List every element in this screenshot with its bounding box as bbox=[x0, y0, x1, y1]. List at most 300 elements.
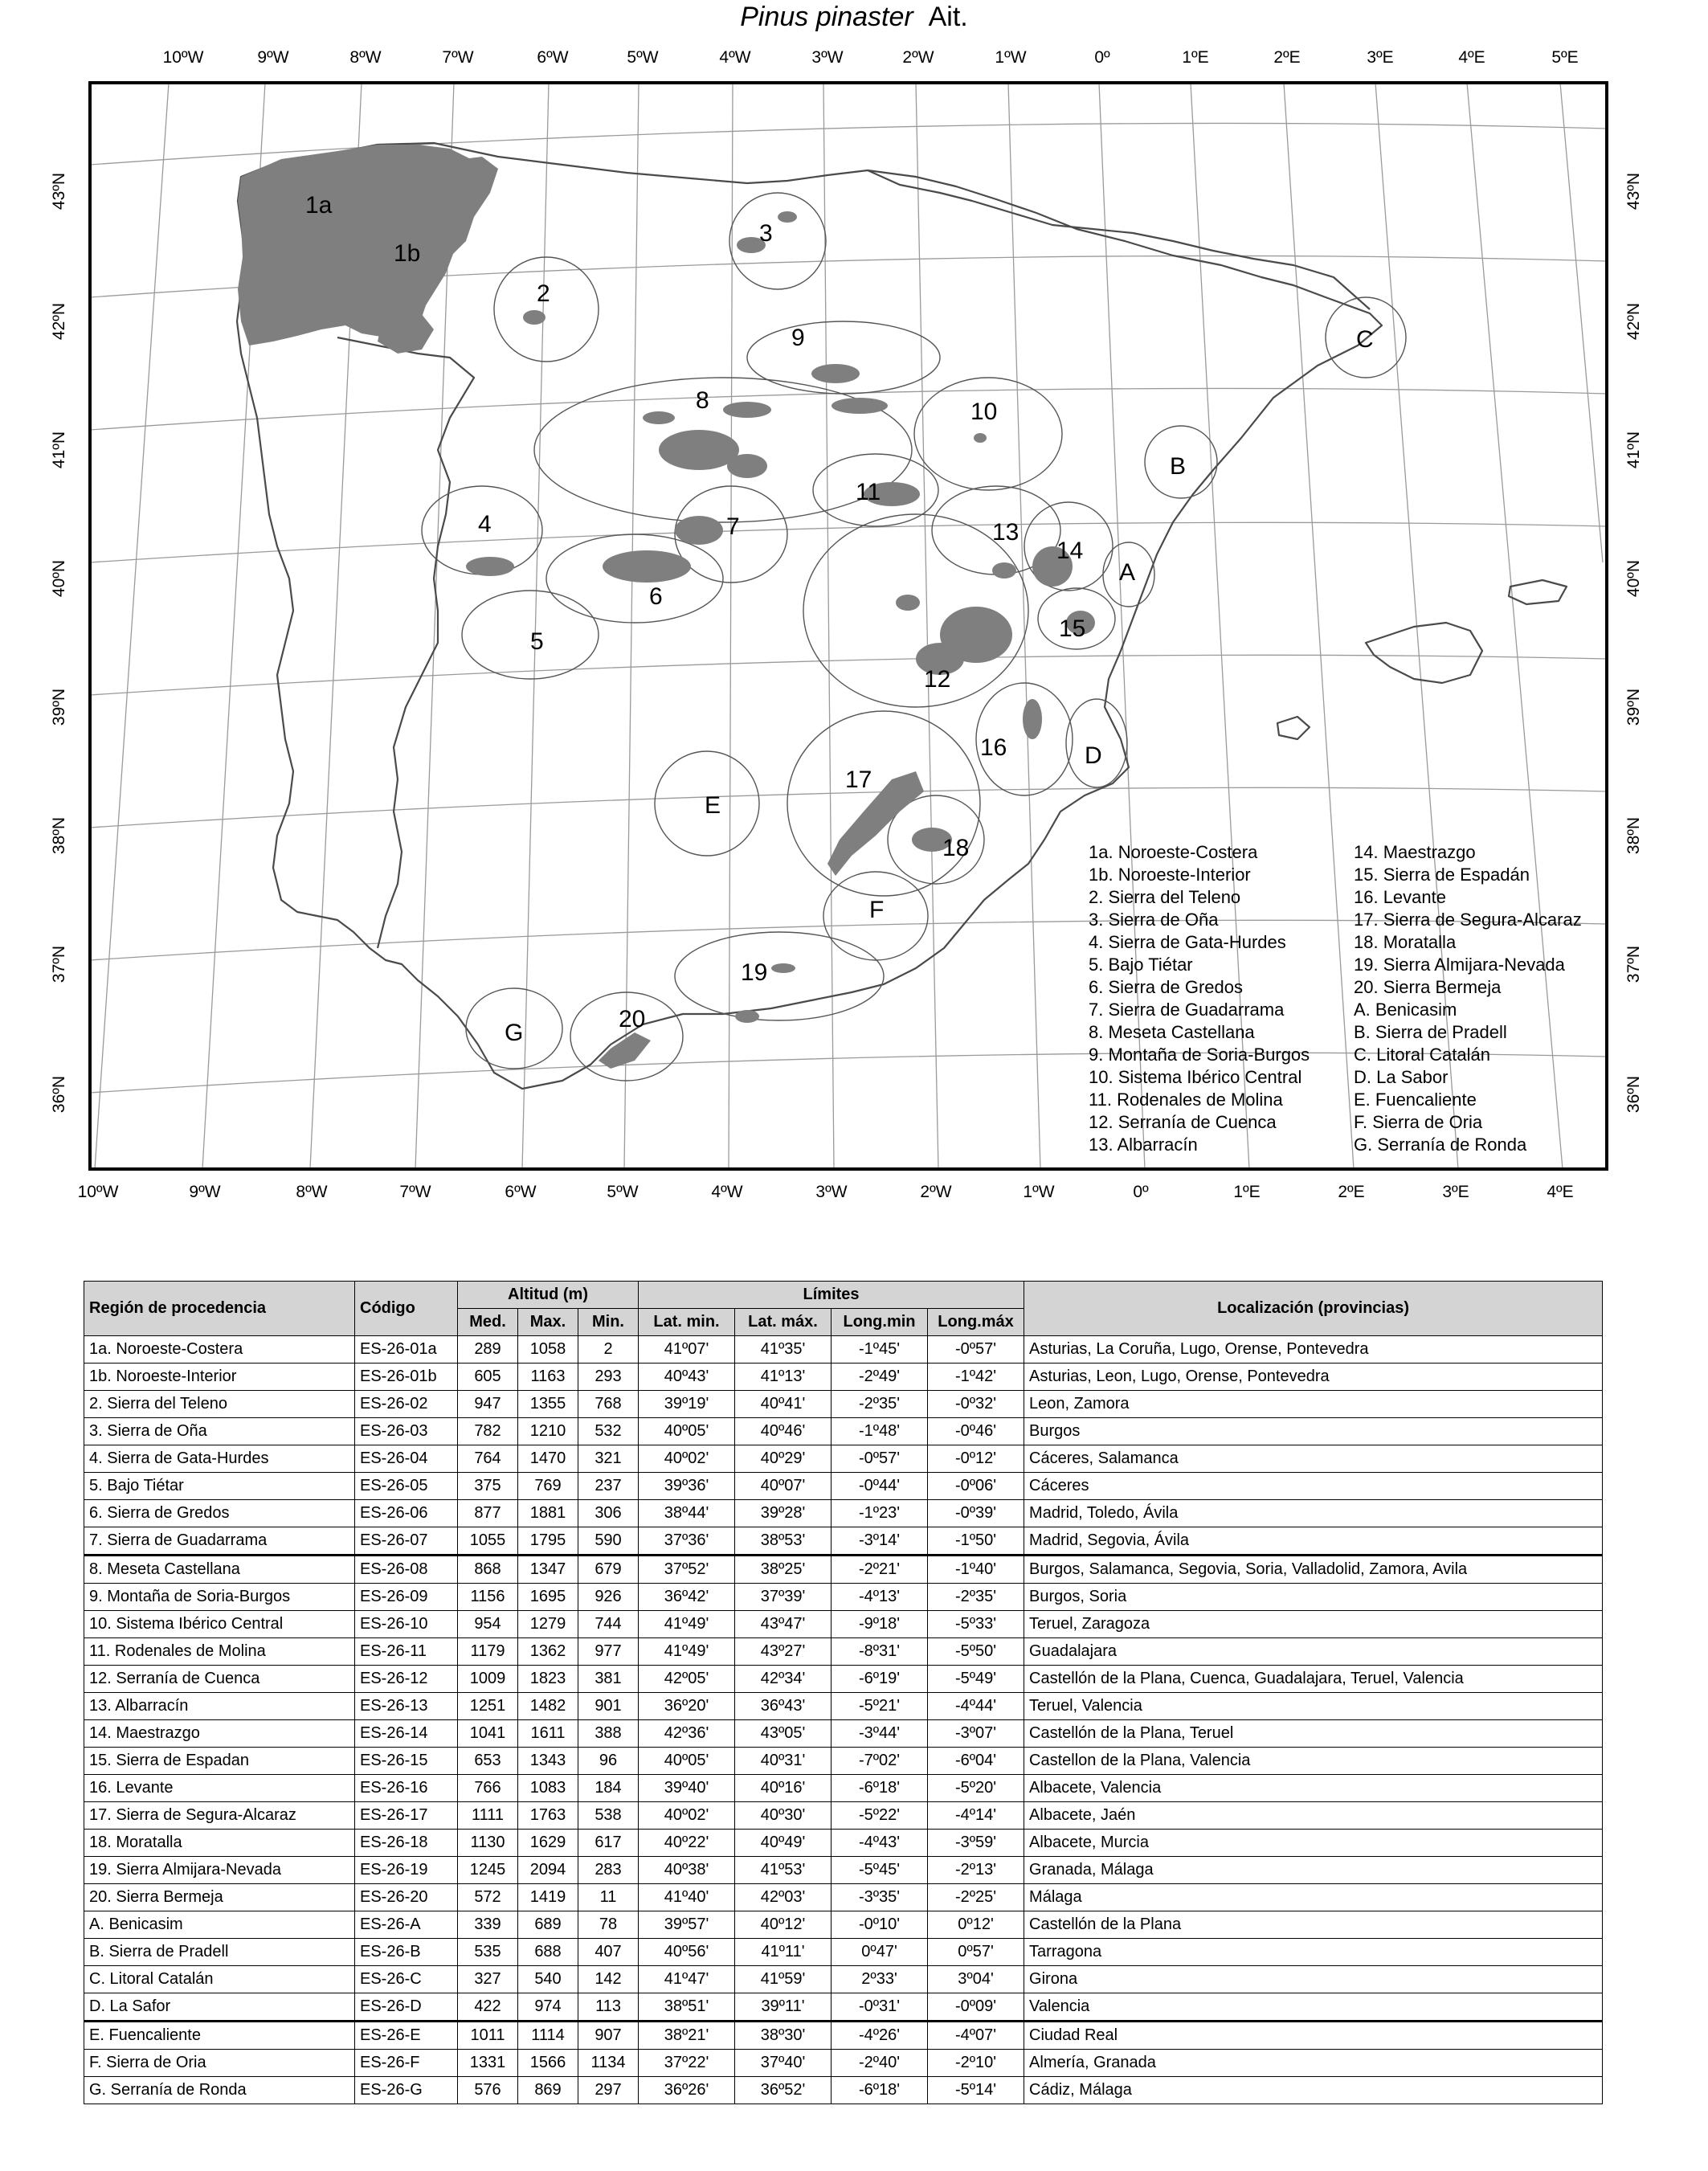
cell-location: Teruel, Valencia bbox=[1024, 1693, 1603, 1720]
cell-alt-min: 1134 bbox=[578, 2050, 639, 2077]
bottom-lon-label: 3ºE bbox=[1442, 1183, 1469, 1201]
cell-long-max: -5º49' bbox=[928, 1666, 1024, 1693]
pine-patch-19a bbox=[771, 963, 795, 973]
cell-lat-max: 43º27' bbox=[735, 1638, 832, 1666]
cell-lat-min: 37º22' bbox=[639, 2050, 735, 2077]
table-row bbox=[84, 1830, 1603, 1857]
cell-long-min: -3º14' bbox=[832, 1527, 928, 1556]
right-lat-label: 38ºN bbox=[1624, 816, 1643, 855]
cell-lat-min: 42º36' bbox=[639, 1720, 735, 1748]
cell-lat-min: 40º05' bbox=[639, 1748, 735, 1775]
cell-alt-min: 768 bbox=[578, 1391, 639, 1418]
cell-code: ES-26-18 bbox=[355, 1830, 458, 1857]
pine-patch-12c bbox=[896, 595, 920, 611]
cell-lat-min: 37º52' bbox=[639, 1556, 735, 1584]
cell-long-max: -5º33' bbox=[928, 1611, 1024, 1638]
bottom-lon-label: 1ºE bbox=[1233, 1183, 1261, 1201]
pine-patch-20 bbox=[599, 1032, 651, 1069]
region-label: 12 bbox=[924, 666, 951, 693]
cell-long-min: -8º31' bbox=[832, 1638, 928, 1666]
cell-alt-med: 576 bbox=[458, 2077, 518, 2104]
cell-alt-max: 1695 bbox=[518, 1584, 578, 1611]
table-row bbox=[84, 1993, 1603, 2022]
cell-alt-min: 184 bbox=[578, 1775, 639, 1802]
cell-location: Albacete, Valencia bbox=[1024, 1775, 1603, 1802]
cell-alt-max: 769 bbox=[518, 1473, 578, 1500]
cell-alt-max: 1114 bbox=[518, 2022, 578, 2050]
pine-patch-10 bbox=[974, 433, 987, 443]
top-lon-label: 1ºE bbox=[1182, 48, 1209, 67]
legend-item: 1b. Noroeste-Interior bbox=[1089, 865, 1251, 885]
cell-region: F. Sierra de Oria bbox=[84, 2050, 355, 2077]
legend-item: 5. Bajo Tiétar bbox=[1089, 955, 1193, 975]
cell-location: Almería, Granada bbox=[1024, 2050, 1603, 2077]
table-row bbox=[84, 1966, 1603, 1993]
legend-item: A. Benicasim bbox=[1354, 1000, 1457, 1020]
table-row bbox=[84, 1611, 1603, 1638]
cell-region: 7. Sierra de Guadarrama bbox=[84, 1527, 355, 1556]
cell-code: ES-26-A bbox=[355, 1911, 458, 1939]
cell-alt-min: 617 bbox=[578, 1830, 639, 1857]
header-med: Med. bbox=[458, 1309, 518, 1336]
table-row bbox=[84, 1584, 1603, 1611]
cell-long-max: -2º35' bbox=[928, 1584, 1024, 1611]
cell-lat-max: 40º46' bbox=[735, 1418, 832, 1445]
cell-location: Leon, Zamora bbox=[1024, 1391, 1603, 1418]
pine-patch-1b-south bbox=[378, 305, 434, 354]
table-row bbox=[84, 1693, 1603, 1720]
cell-long-max: -0º39' bbox=[928, 1500, 1024, 1527]
cell-code: ES-26-17 bbox=[355, 1802, 458, 1830]
region-label: A bbox=[1119, 559, 1136, 586]
cell-long-max: 0º12' bbox=[928, 1911, 1024, 1939]
cell-alt-max: 1058 bbox=[518, 1336, 578, 1364]
legend-item: 9. Montaña de Soria-Burgos bbox=[1089, 1045, 1310, 1065]
cell-long-max: -3º07' bbox=[928, 1720, 1024, 1748]
cell-alt-med: 1111 bbox=[458, 1802, 518, 1830]
cell-alt-min: 538 bbox=[578, 1802, 639, 1830]
cell-alt-max: 540 bbox=[518, 1966, 578, 1993]
cell-location: Ciudad Real bbox=[1024, 2022, 1603, 2050]
cell-lat-min: 39º36' bbox=[639, 1473, 735, 1500]
cell-alt-min: 96 bbox=[578, 1748, 639, 1775]
cell-long-min: -1º23' bbox=[832, 1500, 928, 1527]
cell-lat-min: 40º38' bbox=[639, 1857, 735, 1884]
legend-item: 6. Sierra de Gredos bbox=[1089, 977, 1243, 997]
mallorca bbox=[1366, 623, 1482, 683]
legend-item: 17. Sierra de Segura-Alcaraz bbox=[1354, 910, 1582, 930]
cell-long-min: -2º40' bbox=[832, 2050, 928, 2077]
region-label: B bbox=[1170, 453, 1187, 480]
cell-alt-max: 1823 bbox=[518, 1666, 578, 1693]
cell-alt-med: 1041 bbox=[458, 1720, 518, 1748]
cell-code: ES-26-06 bbox=[355, 1500, 458, 1527]
cell-code: ES-26-B bbox=[355, 1939, 458, 1966]
bottom-lon-label: 6ºW bbox=[505, 1183, 537, 1201]
cell-location: Albacete, Murcia bbox=[1024, 1830, 1603, 1857]
region-label: 19 bbox=[741, 959, 768, 986]
cell-location: Granada, Málaga bbox=[1024, 1857, 1603, 1884]
cell-location: Cáceres, Salamanca bbox=[1024, 1445, 1603, 1473]
top-lon-label: 8ºW bbox=[349, 48, 382, 67]
cell-code: ES-26-13 bbox=[355, 1693, 458, 1720]
cell-lat-min: 36º42' bbox=[639, 1584, 735, 1611]
bottom-lon-label: 10ºW bbox=[77, 1183, 119, 1201]
provenance-regions-table bbox=[84, 1281, 1603, 2104]
region-label: 4 bbox=[478, 511, 492, 538]
left-lat-label: 39ºN bbox=[50, 688, 68, 726]
cell-lat-max: 36º43' bbox=[735, 1693, 832, 1720]
left-latitude-labels bbox=[50, 173, 68, 1113]
bottom-longitude-labels bbox=[78, 1183, 1574, 1201]
table-row bbox=[84, 1911, 1603, 1939]
bottom-lon-label: 2ºE bbox=[1338, 1183, 1365, 1201]
cell-alt-min: 977 bbox=[578, 1638, 639, 1666]
cell-location: Burgos bbox=[1024, 1418, 1603, 1445]
legend-item: G. Serranía de Ronda bbox=[1354, 1135, 1527, 1155]
cell-long-min: -9º18' bbox=[832, 1611, 928, 1638]
cell-alt-min: 590 bbox=[578, 1527, 639, 1556]
cell-long-min: -4º26' bbox=[832, 2022, 928, 2050]
cell-alt-med: 782 bbox=[458, 1418, 518, 1445]
cell-long-max: -0º09' bbox=[928, 1993, 1024, 2022]
cell-region: E. Fuencaliente bbox=[84, 2022, 355, 2050]
cell-code: ES-26-C bbox=[355, 1966, 458, 1993]
cell-alt-max: 1881 bbox=[518, 1500, 578, 1527]
cell-location: Burgos, Soria bbox=[1024, 1584, 1603, 1611]
legend-item: 7. Sierra de Guadarrama bbox=[1089, 1000, 1285, 1020]
left-lat-label: 37ºN bbox=[50, 945, 68, 983]
cell-long-min: -3º35' bbox=[832, 1884, 928, 1911]
region-label: 7 bbox=[726, 513, 740, 540]
cell-lat-max: 40º07' bbox=[735, 1473, 832, 1500]
cell-alt-max: 1629 bbox=[518, 1830, 578, 1857]
cell-code: ES-26-F bbox=[355, 2050, 458, 2077]
cell-location: Castellon de la Plana, Valencia bbox=[1024, 1748, 1603, 1775]
cell-lat-max: 42º34' bbox=[735, 1666, 832, 1693]
right-lat-label: 37ºN bbox=[1624, 945, 1643, 983]
cell-alt-med: 653 bbox=[458, 1748, 518, 1775]
table-row bbox=[84, 1500, 1603, 1527]
cell-alt-max: 1355 bbox=[518, 1391, 578, 1418]
cell-lat-min: 41º49' bbox=[639, 1638, 735, 1666]
table-row bbox=[84, 1527, 1603, 1556]
cell-location: Guadalajara bbox=[1024, 1638, 1603, 1666]
cell-long-max: -5º14' bbox=[928, 2077, 1024, 2104]
cell-location: Castellón de la Plana bbox=[1024, 1911, 1603, 1939]
cell-long-min: -7º02' bbox=[832, 1748, 928, 1775]
header-limits: Límites bbox=[639, 1282, 1024, 1309]
table-row bbox=[84, 1473, 1603, 1500]
table-row bbox=[84, 1666, 1603, 1693]
cell-alt-max: 1611 bbox=[518, 1720, 578, 1748]
region-label: 20 bbox=[619, 1006, 646, 1032]
legend-item: 2. Sierra del Teleno bbox=[1089, 887, 1241, 907]
table-row bbox=[84, 1638, 1603, 1666]
cell-long-max: -6º04' bbox=[928, 1748, 1024, 1775]
cell-region: 15. Sierra de Espadan bbox=[84, 1748, 355, 1775]
cell-lat-min: 40º02' bbox=[639, 1445, 735, 1473]
region-label: 10 bbox=[970, 399, 998, 425]
table-row bbox=[84, 1884, 1603, 1911]
cell-region: 18. Moratalla bbox=[84, 1830, 355, 1857]
table-row bbox=[84, 1445, 1603, 1473]
cell-location: Tarragona bbox=[1024, 1939, 1603, 1966]
cell-lat-min: 40º05' bbox=[639, 1418, 735, 1445]
table-row bbox=[84, 2022, 1603, 2050]
cell-long-max: -4º44' bbox=[928, 1693, 1024, 1720]
legend-item: 3. Sierra de Oña bbox=[1089, 910, 1219, 930]
top-lon-label: 10ºW bbox=[162, 48, 204, 67]
top-lon-label: 3ºW bbox=[811, 48, 844, 67]
cell-lat-max: 43º05' bbox=[735, 1720, 832, 1748]
cell-alt-med: 947 bbox=[458, 1391, 518, 1418]
cell-alt-max: 1482 bbox=[518, 1693, 578, 1720]
species-author: Ait. bbox=[928, 2, 968, 32]
top-lon-label: 4ºW bbox=[719, 48, 751, 67]
legend-item: 16. Levante bbox=[1354, 887, 1446, 907]
cell-long-min: -1º45' bbox=[832, 1336, 928, 1364]
right-lat-label: 40ºN bbox=[1624, 559, 1643, 598]
cell-long-min: -0º31' bbox=[832, 1993, 928, 2022]
cell-region: 2. Sierra del Teleno bbox=[84, 1391, 355, 1418]
header-altitude: Altitud (m) bbox=[458, 1282, 639, 1309]
cell-code: ES-26-02 bbox=[355, 1391, 458, 1418]
left-lat-label: 43ºN bbox=[50, 172, 68, 211]
left-lat-label: 40ºN bbox=[50, 559, 68, 598]
header-lat-max: Lat. máx. bbox=[735, 1309, 832, 1336]
top-lon-label: 0º bbox=[1094, 48, 1110, 67]
cell-alt-min: 2 bbox=[578, 1336, 639, 1364]
cell-lat-max: 38º53' bbox=[735, 1527, 832, 1556]
cell-alt-min: 926 bbox=[578, 1584, 639, 1611]
cell-alt-med: 289 bbox=[458, 1336, 518, 1364]
cell-region: 6. Sierra de Gredos bbox=[84, 1500, 355, 1527]
legend-item: 20. Sierra Bermeja bbox=[1354, 977, 1502, 997]
cell-long-min: -5º22' bbox=[832, 1802, 928, 1830]
region-label: 3 bbox=[759, 220, 773, 247]
right-lat-label: 36ºN bbox=[1624, 1075, 1643, 1114]
cell-alt-max: 1083 bbox=[518, 1775, 578, 1802]
cell-lat-min: 38º21' bbox=[639, 2022, 735, 2050]
cell-alt-med: 572 bbox=[458, 1884, 518, 1911]
region-label: 18 bbox=[942, 835, 970, 861]
cell-code: ES-26-09 bbox=[355, 1584, 458, 1611]
cell-long-max: -0º32' bbox=[928, 1391, 1024, 1418]
region-label: 2 bbox=[537, 280, 550, 307]
cell-lat-min: 40º43' bbox=[639, 1364, 735, 1391]
legend-item: 10. Sistema Ibérico Central bbox=[1089, 1067, 1302, 1087]
cell-code: ES-26-14 bbox=[355, 1720, 458, 1748]
cell-long-max: -1º40' bbox=[928, 1556, 1024, 1584]
cell-long-min: -6º18' bbox=[832, 1775, 928, 1802]
cell-region: 5. Bajo Tiétar bbox=[84, 1473, 355, 1500]
cell-alt-med: 954 bbox=[458, 1611, 518, 1638]
region-label: 17 bbox=[845, 767, 872, 793]
pine-distribution bbox=[238, 145, 1095, 1069]
pine-patch-3b bbox=[778, 211, 797, 223]
header-long-min: Long.min bbox=[832, 1309, 928, 1336]
cell-long-max: -5º20' bbox=[928, 1775, 1024, 1802]
cell-long-min: -3º44' bbox=[832, 1720, 928, 1748]
cell-alt-med: 1179 bbox=[458, 1638, 518, 1666]
table-row bbox=[84, 1939, 1603, 1966]
cell-alt-med: 422 bbox=[458, 1993, 518, 2022]
cell-region: 1a. Noroeste-Costera bbox=[84, 1336, 355, 1364]
cell-lat-max: 40º30' bbox=[735, 1802, 832, 1830]
legend-item: 4. Sierra de Gata-Hurdes bbox=[1089, 932, 1286, 952]
top-lon-label: 6ºW bbox=[537, 48, 569, 67]
region-label: 1b bbox=[394, 240, 421, 267]
pine-patch-9a bbox=[811, 364, 860, 383]
cell-region: 17. Sierra de Segura-Alcaraz bbox=[84, 1802, 355, 1830]
cell-code: ES-26-15 bbox=[355, 1748, 458, 1775]
cell-location: Madrid, Segovia, Ávila bbox=[1024, 1527, 1603, 1556]
legend-item: 1a. Noroeste-Costera bbox=[1089, 842, 1258, 862]
cell-code: ES-26-05 bbox=[355, 1473, 458, 1500]
cell-location: Asturias, Leon, Lugo, Orense, Pontevedra bbox=[1024, 1364, 1603, 1391]
top-longitude-labels bbox=[163, 48, 1579, 67]
bottom-lon-label: 8ºW bbox=[296, 1183, 328, 1201]
cell-alt-med: 868 bbox=[458, 1556, 518, 1584]
cell-lat-min: 41º47' bbox=[639, 1966, 735, 1993]
cell-long-max: -4º07' bbox=[928, 2022, 1024, 2050]
cell-alt-med: 375 bbox=[458, 1473, 518, 1500]
cell-lat-max: 37º40' bbox=[735, 2050, 832, 2077]
cell-alt-max: 1279 bbox=[518, 1611, 578, 1638]
bottom-lon-label: 1ºW bbox=[1023, 1183, 1055, 1201]
legend-item: 18. Moratalla bbox=[1354, 932, 1457, 952]
cell-lat-min: 38º44' bbox=[639, 1500, 735, 1527]
cell-alt-max: 1210 bbox=[518, 1418, 578, 1445]
legend-item: F. Sierra de Oria bbox=[1354, 1112, 1483, 1132]
cell-location: Albacete, Jaén bbox=[1024, 1802, 1603, 1830]
bottom-lon-label: 9ºW bbox=[189, 1183, 221, 1201]
pine-patch-13 bbox=[992, 562, 1016, 579]
table-row bbox=[84, 1775, 1603, 1802]
cell-region: A. Benicasim bbox=[84, 1911, 355, 1939]
cell-lat-max: 38º25' bbox=[735, 1556, 832, 1584]
cell-long-max: 3º04' bbox=[928, 1966, 1024, 1993]
cell-lat-max: 41º35' bbox=[735, 1336, 832, 1364]
menorca bbox=[1509, 580, 1567, 604]
legend-left-column bbox=[1089, 842, 1310, 1155]
cell-long-min: -0º57' bbox=[832, 1445, 928, 1473]
cell-lat-min: 39º19' bbox=[639, 1391, 735, 1418]
cell-code: ES-26-07 bbox=[355, 1527, 458, 1556]
cell-long-max: -1º50' bbox=[928, 1527, 1024, 1556]
legend-item: 11. Rodenales de Molina bbox=[1089, 1090, 1283, 1110]
cell-region: B. Sierra de Pradell bbox=[84, 1939, 355, 1966]
region-label: 16 bbox=[980, 734, 1007, 761]
cell-long-max: -3º59' bbox=[928, 1830, 1024, 1857]
cell-alt-min: 407 bbox=[578, 1939, 639, 1966]
cell-long-max: -2º25' bbox=[928, 1884, 1024, 1911]
cell-alt-max: 689 bbox=[518, 1911, 578, 1939]
cell-alt-min: 142 bbox=[578, 1966, 639, 1993]
region-label: E bbox=[705, 792, 721, 819]
pine-patch-4 bbox=[466, 557, 514, 576]
cell-long-min: -0º10' bbox=[832, 1911, 928, 1939]
legend-item: 12. Serranía de Cuenca bbox=[1089, 1112, 1277, 1132]
cell-long-min: 2º33' bbox=[832, 1966, 928, 1993]
cell-alt-max: 974 bbox=[518, 1993, 578, 2022]
cell-long-min: -4º13' bbox=[832, 1584, 928, 1611]
cell-lat-max: 39º11' bbox=[735, 1993, 832, 2022]
pine-patch-8d bbox=[727, 454, 767, 478]
cell-lat-max: 38º30' bbox=[735, 2022, 832, 2050]
cell-long-min: -0º44' bbox=[832, 1473, 928, 1500]
cell-alt-med: 766 bbox=[458, 1775, 518, 1802]
cell-alt-max: 1566 bbox=[518, 2050, 578, 2077]
cell-code: ES-26-16 bbox=[355, 1775, 458, 1802]
cell-region: C. Litoral Catalán bbox=[84, 1966, 355, 1993]
cell-lat-min: 39º57' bbox=[639, 1911, 735, 1939]
cell-long-max: -0º57' bbox=[928, 1336, 1024, 1364]
top-lon-label: 7ºW bbox=[442, 48, 474, 67]
cell-alt-med: 1055 bbox=[458, 1527, 518, 1556]
legend-item: 15. Sierra de Espadán bbox=[1354, 865, 1530, 885]
cell-code: ES-26-03 bbox=[355, 1418, 458, 1445]
cell-code: ES-26-04 bbox=[355, 1445, 458, 1473]
cell-long-min: -2º21' bbox=[832, 1556, 928, 1584]
table-row bbox=[84, 1802, 1603, 1830]
region-label: 6 bbox=[649, 583, 663, 610]
cell-alt-min: 381 bbox=[578, 1666, 639, 1693]
cell-long-min: -5º21' bbox=[832, 1693, 928, 1720]
cell-long-max: -2º13' bbox=[928, 1857, 1024, 1884]
cell-location: Cádiz, Málaga bbox=[1024, 2077, 1603, 2104]
legend-item: D. La Sabor bbox=[1354, 1067, 1449, 1087]
cell-lat-max: 42º03' bbox=[735, 1884, 832, 1911]
cell-lat-min: 42º05' bbox=[639, 1666, 735, 1693]
table-row bbox=[84, 1720, 1603, 1748]
pine-patch-8b bbox=[723, 402, 771, 418]
right-lat-label: 39ºN bbox=[1624, 688, 1643, 726]
region-label: 8 bbox=[696, 387, 709, 414]
right-lat-label: 43ºN bbox=[1624, 172, 1643, 211]
cell-lat-max: 36º52' bbox=[735, 2077, 832, 2104]
cell-code: ES-26-10 bbox=[355, 1611, 458, 1638]
cell-region: G. Serranía de Ronda bbox=[84, 2077, 355, 2104]
table-row bbox=[84, 2077, 1603, 2104]
cell-lat-max: 40º41' bbox=[735, 1391, 832, 1418]
bottom-lon-label: 3ºW bbox=[815, 1183, 848, 1201]
cell-alt-min: 293 bbox=[578, 1364, 639, 1391]
cell-code: ES-26-01a bbox=[355, 1336, 458, 1364]
table-row bbox=[84, 1336, 1603, 1364]
cell-region: 11. Rodenales de Molina bbox=[84, 1638, 355, 1666]
cell-alt-med: 1130 bbox=[458, 1830, 518, 1857]
cell-lat-max: 41º53' bbox=[735, 1857, 832, 1884]
cell-location: Castellón de la Plana, Teruel bbox=[1024, 1720, 1603, 1748]
cell-region: 13. Albarracín bbox=[84, 1693, 355, 1720]
cell-long-max: -4º14' bbox=[928, 1802, 1024, 1830]
table-row bbox=[84, 1857, 1603, 1884]
cell-alt-med: 1011 bbox=[458, 2022, 518, 2050]
cell-location: Málaga bbox=[1024, 1884, 1603, 1911]
cell-long-min: -4º43' bbox=[832, 1830, 928, 1857]
region-label: 9 bbox=[791, 325, 805, 351]
cell-alt-min: 744 bbox=[578, 1611, 639, 1638]
cell-long-max: -5º50' bbox=[928, 1638, 1024, 1666]
cell-alt-max: 1470 bbox=[518, 1445, 578, 1473]
cell-lat-min: 41º49' bbox=[639, 1611, 735, 1638]
legend-item: B. Sierra de Pradell bbox=[1354, 1022, 1507, 1042]
table-row bbox=[84, 1748, 1603, 1775]
pine-patch-17 bbox=[827, 771, 924, 876]
cell-region: 20. Sierra Bermeja bbox=[84, 1884, 355, 1911]
